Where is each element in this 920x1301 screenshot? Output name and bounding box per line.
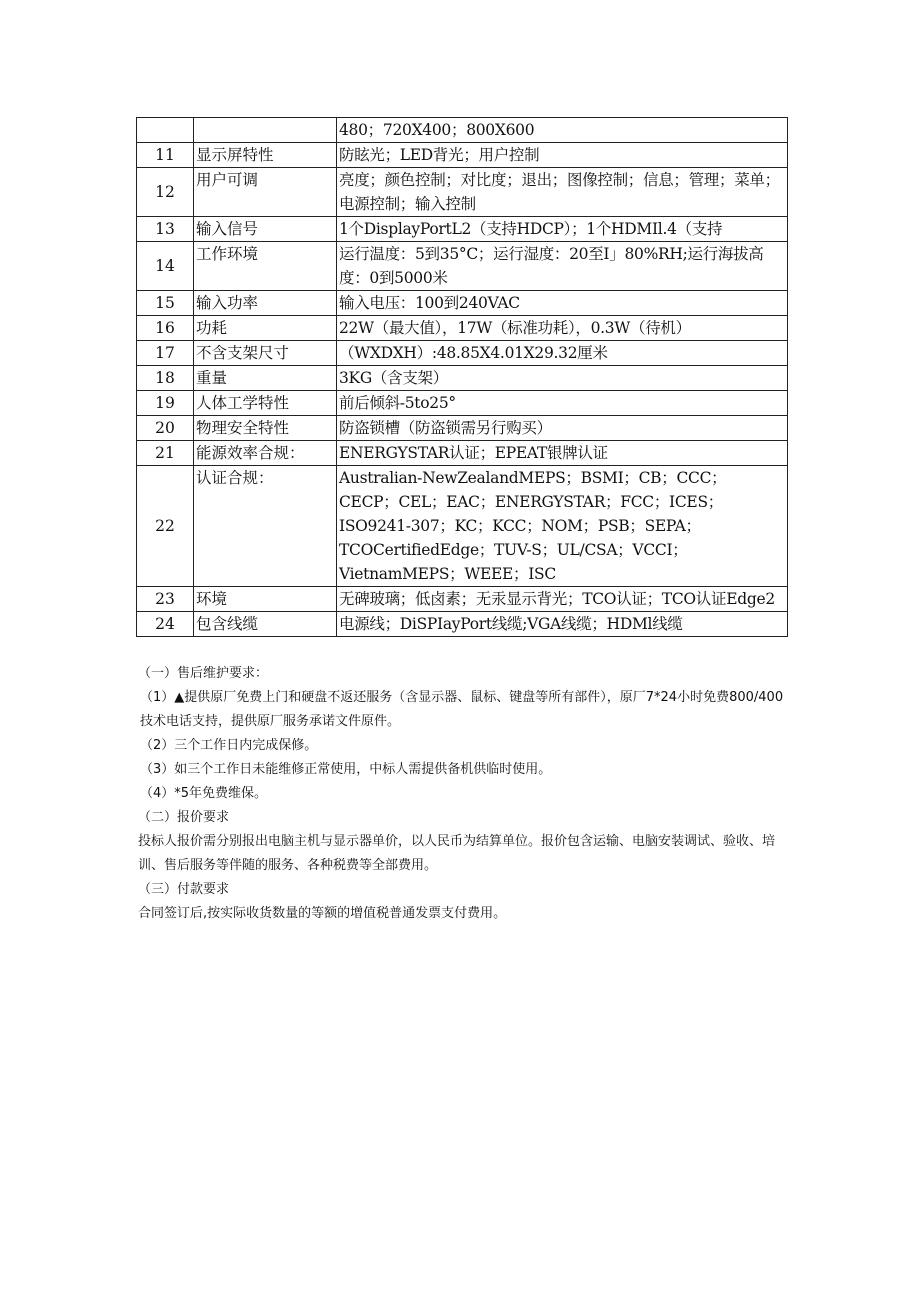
table-row bbox=[137, 143, 788, 168]
row-value: 输入电压：100到240VAC bbox=[337, 291, 788, 316]
row-number: 12 bbox=[137, 168, 194, 217]
row-number: 19 bbox=[137, 391, 194, 416]
row-name: 能源效率合规： bbox=[194, 441, 337, 466]
row-number: 13 bbox=[137, 217, 194, 242]
table-row bbox=[137, 466, 788, 587]
row-number: 18 bbox=[137, 366, 194, 391]
table-row bbox=[137, 118, 788, 143]
table-row bbox=[137, 441, 788, 466]
row-number: 17 bbox=[137, 341, 194, 366]
row-number: 15 bbox=[137, 291, 194, 316]
payment-body: 合同签订后,按实际收货数量的等额的增值税普通发票支付费用。 bbox=[138, 906, 507, 921]
row-name: 不含支架尺寸 bbox=[194, 341, 337, 366]
row-value: 电源线；DiSPIayPort线缆;VGA线缆；HDMl线缆 bbox=[337, 612, 788, 637]
row-value: 480；720X400；800X600 bbox=[337, 118, 788, 143]
table-row bbox=[137, 612, 788, 637]
table-row bbox=[137, 217, 788, 242]
requirements-notes bbox=[138, 662, 790, 926]
after-sales-item-1: （1）▲提供原厂免费上门和硬盘不返还服务（含显示器、鼠标、键盘等所有部件），原厂7*24小时免费800/400技术电话支持，提供原厂服务承诺文件原件。 bbox=[140, 690, 784, 729]
table-row bbox=[137, 291, 788, 316]
row-name: 显示屏特性 bbox=[194, 143, 337, 168]
table-row bbox=[137, 587, 788, 612]
row-name: 环境 bbox=[194, 587, 337, 612]
row-value: 亮度；颜色控制；对比度；退出；图像控制；信息；管理；菜单；电源控制；输入控制 bbox=[337, 168, 788, 217]
row-name: 输入功率 bbox=[194, 291, 337, 316]
section-heading-after-sales: （一）售后维护要求： bbox=[138, 666, 269, 681]
row-name: 认证合规： bbox=[194, 466, 337, 587]
row-number: 14 bbox=[137, 242, 194, 291]
row-name: 人体工学特性 bbox=[194, 391, 337, 416]
row-value: Australian-NewZealandMEPS；BSMI；CB；CCC；CECP；CEL；EAC；ENERGYSTAR；FCC；ICES；ISO9241-307；KC；KCC；NOM；PSB；SEPA；TCOCertifiedEdge；TUV-S；UL/CSA；VCCI；VietnamMEPS；WEEE；ISC bbox=[337, 466, 788, 587]
row-value: 防盗锁槽（防盗锁需另行购买） bbox=[337, 416, 788, 441]
table-row bbox=[137, 316, 788, 341]
row-number: 16 bbox=[137, 316, 194, 341]
table-row bbox=[137, 391, 788, 416]
row-name: 重量 bbox=[194, 366, 337, 391]
row-value: 防眩光；LED背光；用户控制 bbox=[337, 143, 788, 168]
section-heading-quotation: （二）报价要求 bbox=[138, 810, 230, 825]
row-name: 包含线缆 bbox=[194, 612, 337, 637]
spec-table bbox=[136, 117, 788, 637]
row-value: 22W（最大值），17W（标准功耗），0.3W（待机） bbox=[337, 316, 788, 341]
row-number: 23 bbox=[137, 587, 194, 612]
table-row bbox=[137, 341, 788, 366]
row-name: 功耗 bbox=[194, 316, 337, 341]
after-sales-item-2: （2）三个工作日内完成保修。 bbox=[140, 738, 318, 753]
table-row bbox=[137, 366, 788, 391]
row-value: 前后倾斜-5to25° bbox=[337, 391, 788, 416]
after-sales-item-3: （3）如三个工作日未能维修正常使用，中标人需提供备机供临时使用。 bbox=[140, 762, 552, 777]
row-value: ENERGYSTAR认证；EPEAT银牌认证 bbox=[337, 441, 788, 466]
row-value: 无碑玻璃；低卤素；无汞显示背光；TCO认证；TCO认证Edge2 bbox=[337, 587, 788, 612]
section-heading-payment: （三）付款要求 bbox=[138, 882, 230, 897]
quotation-body: 投标人报价需分别报出电脑主机与显示器单价，以人民币为结算单位。报价包含运输、电脑安装调试、验收、培训、售后服务等伴随的服务、各种税费等全部费用。 bbox=[138, 834, 776, 873]
row-number: 22 bbox=[137, 466, 194, 587]
row-number: 24 bbox=[137, 612, 194, 637]
table-row bbox=[137, 168, 788, 217]
row-name: 工作环境 bbox=[194, 242, 337, 291]
table-row bbox=[137, 416, 788, 441]
row-number: 21 bbox=[137, 441, 194, 466]
row-value: 1个DisplayPortL2（支持HDCP）；1个HDMIl.4（支持 bbox=[337, 217, 788, 242]
row-name: 物理安全特性 bbox=[194, 416, 337, 441]
row-value: 3KG（含支架） bbox=[337, 366, 788, 391]
row-name: 用户可调 bbox=[194, 168, 337, 217]
row-number: 20 bbox=[137, 416, 194, 441]
row-number: 11 bbox=[137, 143, 194, 168]
row-name bbox=[194, 118, 337, 143]
row-value: 运行温度：5到35°C；运行湿度：20至I」80%RH;运行海拔高度：0到5000米 bbox=[337, 242, 788, 291]
after-sales-item-4: （4）*5年免费维保。 bbox=[140, 786, 268, 801]
row-value: （WXDXH）:48.85X4.01X29.32厘米 bbox=[337, 341, 788, 366]
table-row bbox=[137, 242, 788, 291]
row-name: 输入信号 bbox=[194, 217, 337, 242]
row-number bbox=[137, 118, 194, 143]
